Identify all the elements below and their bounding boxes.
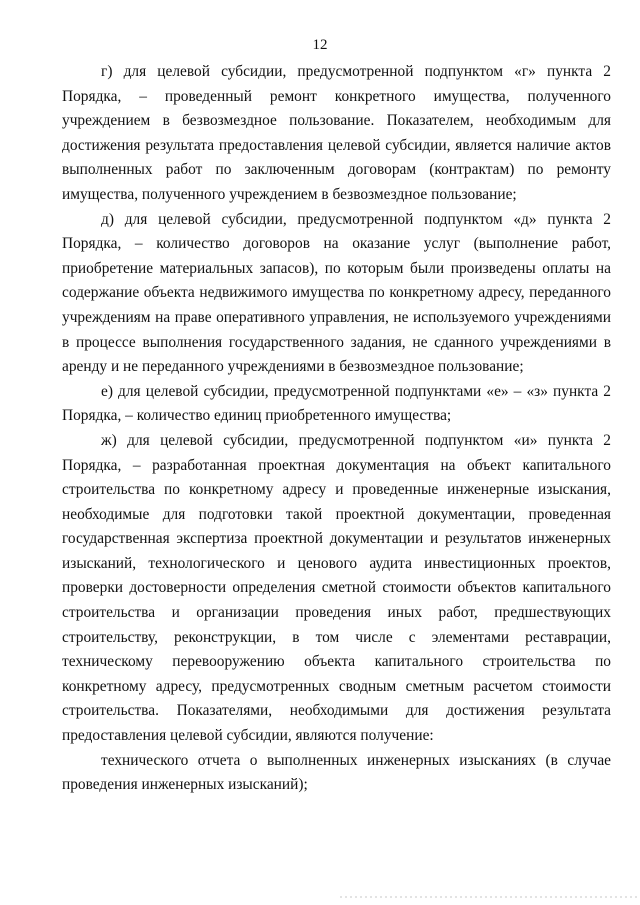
paragraph-e: е) для целевой субсидии, предусмотренной подпунктами «е» – «з» пункта 2 Порядка, – количество единиц приобретенного имущества; (62, 382, 611, 425)
page-number: 12 (312, 37, 328, 53)
paragraph-technical-report: технического отчета о выполненных инженерных изысканиях (в случае проведения инженерных изысканий); (62, 751, 611, 794)
paragraph-d: д) для целевой субсидии, предусмотренной подпунктом «д» пункта 2 Порядка, – количество договоров на оказание услуг (выполнение работ, приобретение материальных запасов), по которым были произведены оплаты на содержание объекта недвижимого имущества по конкретному адресу, переданного учреждениям на праве оперативного управления, не используемого учреждениями в процессе выполнения государственного задания, не сданного учреждениями в аренду и не переданного учреждениями в безвозмездное пользование; (62, 210, 611, 376)
paragraph-zh: ж) для целевой субсидии, предусмотренной подпунктом «и» пункта 2 Порядка, – разработанная проектная документация на объект капитального строительства по конкретному адресу и проведенные инженерные изыскания, необходимые для подготовки такой проектной документации, проведенная государственная экспертиза проектной документации и результатов инженерных изысканий, технологического и ценового аудита инвестиционных проектов, проверки достоверности определения сметной стоимости объектов капитального строительства и организации проведения иных работ, предшествующих строительству, реконструкции, в том числе с элементами реставрации, техническому перевооружению объекта капитального строительства по конкретному адресу, предусмотренных сводным сметным расчетом стоимости строительства. Показателями, необходимыми для достижения результата предоставления целевой субсидии, являются получение: (62, 431, 611, 745)
document-body (62, 60, 611, 798)
paragraph-g: г) для целевой субсидии, предусмотренной подпунктом «г» пункта 2 Порядка, – проведенный ремонт конкретного имущества, полученного учреждением в безвозмездное пользование. Показателем, необходимым для достижения результата предоставления целевой субсидии, является наличие актов выполненных работ по заключенным договорам (контрактам) по ремонту имущества, полученного учреждением в безвозмездное пользование; (62, 63, 611, 203)
scan-edge-artifact (340, 896, 640, 898)
